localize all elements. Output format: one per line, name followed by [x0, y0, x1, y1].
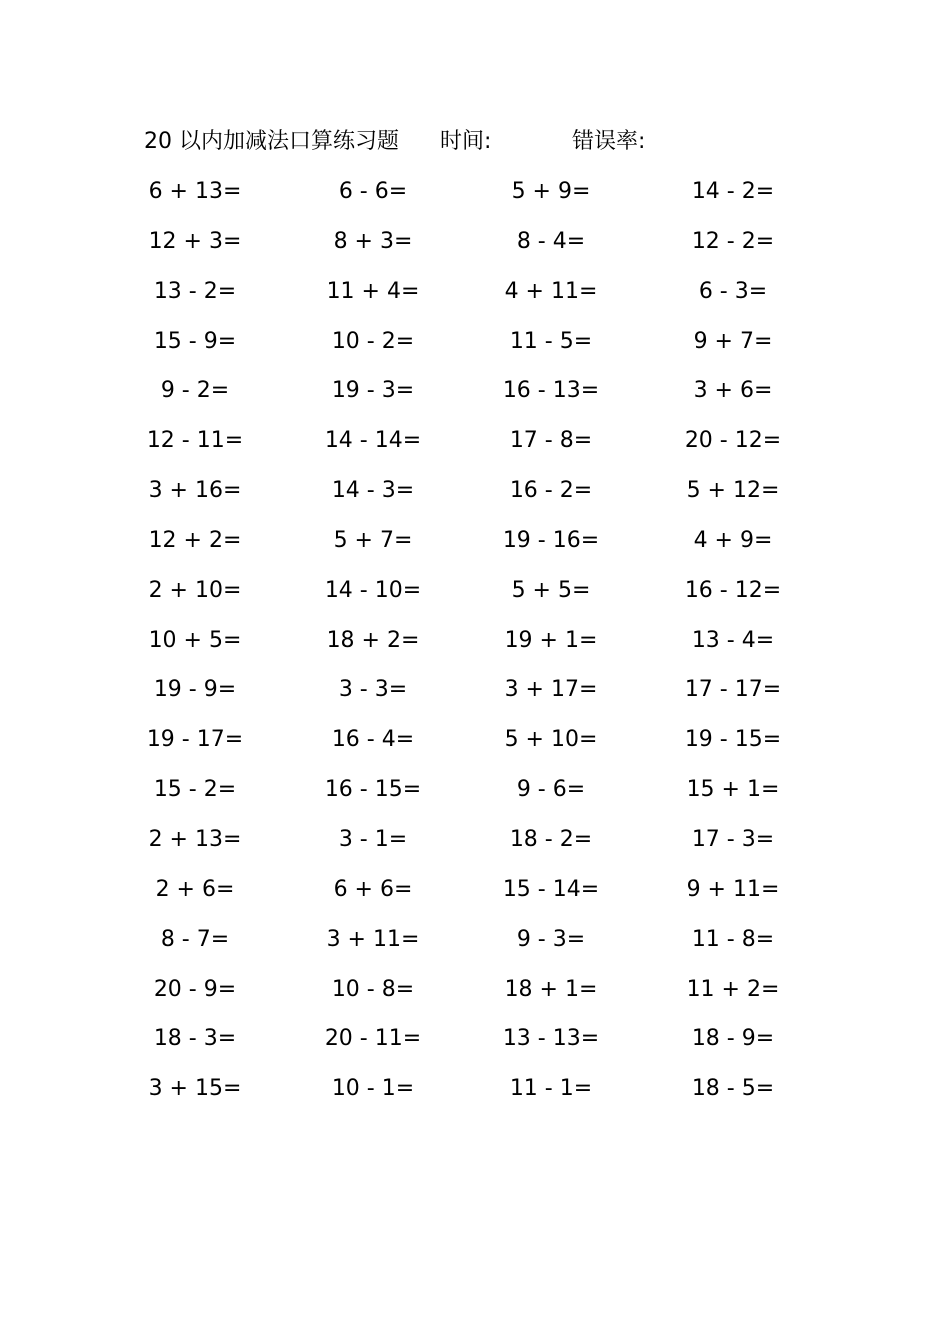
math-problem: 11 + 4=: [326, 278, 420, 304]
math-problem: 11 - 8=: [691, 926, 775, 952]
math-problem: 16 - 4=: [331, 727, 415, 753]
math-problem: 14 - 2=: [691, 179, 775, 204]
math-problem: 17 - 8=: [509, 428, 593, 454]
math-problem: 5 + 5=: [511, 577, 591, 603]
math-problem: 2 + 6=: [155, 876, 235, 902]
problem-row: [0, 471, 950, 521]
math-problem: 13 - 13=: [502, 1026, 600, 1052]
math-problem: 13 - 2=: [153, 278, 237, 304]
problem-row: [0, 571, 950, 621]
math-problem: 20 - 11=: [324, 1026, 422, 1052]
math-problem: 20 - 9=: [153, 976, 237, 1002]
math-problem: 19 + 1=: [504, 627, 598, 653]
worksheet-title: 20 以内加减法口算练习题: [144, 129, 399, 154]
math-problem: 5 + 9=: [511, 179, 591, 204]
math-problem: 19 - 9=: [153, 677, 237, 703]
math-problem: 3 + 11=: [326, 926, 420, 952]
math-problem: 2 + 13=: [148, 826, 242, 852]
math-problem: 4 + 9=: [693, 527, 773, 553]
math-problem: 19 - 17=: [146, 727, 244, 753]
math-problem: 18 + 2=: [326, 627, 420, 653]
math-problem: 14 - 3=: [331, 478, 415, 504]
math-problem: 9 - 3=: [516, 926, 586, 952]
math-problem: 10 - 8=: [331, 976, 415, 1002]
math-problem: 11 + 2=: [686, 976, 780, 1002]
problem-row: [0, 272, 950, 322]
math-problem: 6 + 13=: [148, 179, 242, 204]
math-problem: 16 - 13=: [502, 378, 600, 404]
math-problem: 4 + 11=: [504, 278, 598, 304]
math-problem: 14 - 14=: [324, 428, 422, 454]
math-problem: 16 - 15=: [324, 777, 422, 803]
math-problem: 19 - 16=: [502, 527, 600, 553]
math-problem: 19 - 3=: [331, 378, 415, 404]
math-problem: 17 - 17=: [684, 677, 782, 703]
math-problem: 3 + 17=: [504, 677, 598, 703]
math-problem: 16 - 12=: [684, 577, 782, 603]
math-problem: 20 - 12=: [684, 428, 782, 454]
math-problem: 3 + 16=: [148, 478, 242, 504]
math-problem: 9 - 2=: [160, 378, 230, 404]
math-problem: 18 - 2=: [509, 826, 593, 852]
math-problem: 3 + 6=: [693, 378, 773, 404]
math-problem: 12 + 2=: [148, 527, 242, 553]
math-problem: 6 + 6=: [333, 876, 413, 902]
math-problem: 5 + 12=: [686, 478, 780, 504]
math-problem: 15 + 1=: [686, 777, 780, 803]
problem-row: [0, 820, 950, 870]
math-problem: 9 + 11=: [686, 876, 780, 902]
problem-row: [0, 970, 950, 1020]
math-problem: 12 + 3=: [148, 228, 242, 254]
math-problem: 18 - 9=: [691, 1026, 775, 1052]
math-problem: 11 - 5=: [509, 328, 593, 354]
problem-row: [0, 421, 950, 471]
problem-row: [0, 670, 950, 720]
math-problem: 16 - 2=: [509, 478, 593, 504]
math-problem: 18 + 1=: [504, 976, 598, 1002]
math-problem: 3 - 1=: [338, 826, 408, 852]
problem-row: [0, 222, 950, 272]
math-problem: 10 - 2=: [331, 328, 415, 354]
problem-grid: [0, 172, 950, 1119]
problem-row: [0, 1019, 950, 1069]
math-problem: 19 - 15=: [684, 727, 782, 753]
math-problem: 12 - 2=: [691, 228, 775, 254]
math-problem: 5 + 10=: [504, 727, 598, 753]
math-problem: 15 - 9=: [153, 328, 237, 354]
math-problem: 8 - 4=: [516, 228, 586, 254]
problem-row: [0, 920, 950, 970]
math-problem: 11 - 1=: [509, 1076, 593, 1102]
problem-row: [0, 720, 950, 770]
problem-row: [0, 172, 950, 222]
math-problem: 6 - 6=: [338, 179, 408, 204]
math-problem: 18 - 5=: [691, 1076, 775, 1102]
problem-row: [0, 870, 950, 920]
math-problem: 3 - 3=: [338, 677, 408, 703]
math-problem: 14 - 10=: [324, 577, 422, 603]
problem-row: [0, 770, 950, 820]
problem-row: [0, 621, 950, 671]
math-problem: 9 + 7=: [693, 328, 773, 354]
problem-row: [0, 1069, 950, 1119]
math-problem: 2 + 10=: [148, 577, 242, 603]
math-problem: 12 - 11=: [146, 428, 244, 454]
problem-row: [0, 521, 950, 571]
math-problem: 9 - 6=: [516, 777, 586, 803]
math-problem: 8 + 3=: [333, 228, 413, 254]
error-rate-label: 错误率:: [572, 129, 646, 154]
time-label: 时间:: [440, 129, 492, 154]
math-problem: 17 - 3=: [691, 826, 775, 852]
math-problem: 10 + 5=: [148, 627, 242, 653]
math-problem: 18 - 3=: [153, 1026, 237, 1052]
math-problem: 5 + 7=: [333, 527, 413, 553]
math-problem: 3 + 15=: [148, 1076, 242, 1102]
problem-row: [0, 371, 950, 421]
problem-row: [0, 322, 950, 372]
math-problem: 10 - 1=: [331, 1076, 415, 1102]
math-problem: 8 - 7=: [160, 926, 230, 952]
math-problem: 6 - 3=: [698, 278, 768, 304]
math-problem: 15 - 2=: [153, 777, 237, 803]
math-problem: 15 - 14=: [502, 876, 600, 902]
math-problem: 13 - 4=: [691, 627, 775, 653]
